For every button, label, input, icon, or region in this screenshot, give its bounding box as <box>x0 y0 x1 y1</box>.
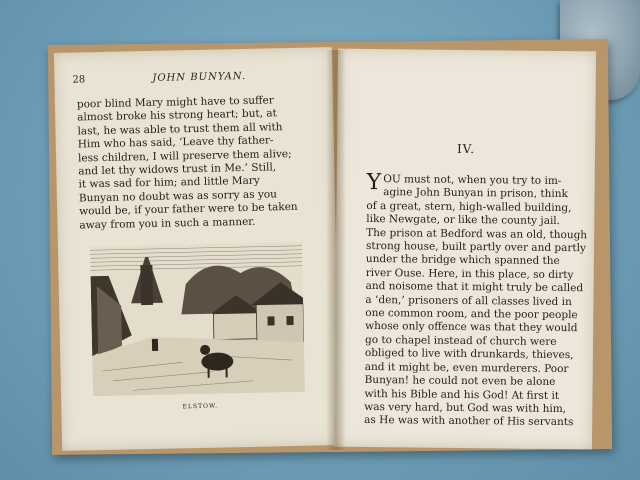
text-line: agine John Bunyan in prison, think <box>383 186 568 201</box>
text-line: The prison at Bedford was an old, though <box>366 226 588 241</box>
text-line: almost broke his strong heart; but, at <box>77 107 277 124</box>
text-line: poor blind Mary might have to suffer <box>76 94 274 111</box>
running-head <box>72 70 314 86</box>
book-title: JOHN BUNYAN. <box>152 70 247 84</box>
text-line: as He was with another of His servants <box>364 414 574 429</box>
left-page <box>54 47 340 451</box>
text-line: and noisome that it might truly be called <box>365 280 584 295</box>
text-line: a ‘den,’ prisoners of all classes lived in <box>365 293 572 308</box>
text-line: river Ouse. Here, in this place, so dirty <box>365 266 574 281</box>
chapter-heading: IV. <box>456 141 476 157</box>
text-line: and it might be, even murderers. Poor <box>364 360 569 375</box>
text-line: it was sad for him; and little Mary <box>78 175 260 191</box>
text-line: obliged to live with drunkards, thieves, <box>364 347 574 362</box>
right-page <box>334 49 596 450</box>
text-line: last, he was able to trust them all with <box>77 120 283 138</box>
text-line: whose only offence was that they would <box>365 320 578 335</box>
right-body-text <box>364 169 588 430</box>
text-line: one common room, and the poor people <box>365 307 578 322</box>
illustration-caption: ELSTOW. <box>182 402 219 411</box>
text-line: go to chapel instead of church were <box>364 333 557 348</box>
text-line: strong house, built partly over and partly <box>365 239 586 255</box>
text-line: like Newgate, or like the county jail. <box>366 213 561 228</box>
text-line: OU must not, when you try to im- <box>383 173 562 188</box>
text-line: Bunyan no doubt was as sorry as you <box>78 188 278 205</box>
text-line: Him who has said, ‘Leave thy father- <box>77 134 274 151</box>
text-line: would be, if your father were to be taken <box>79 201 298 218</box>
text-line: less children, I will preserve them alive; <box>77 147 292 165</box>
book-gutter <box>326 50 346 450</box>
text-line: and let thy widows trust in Me.’ Still, <box>78 161 277 178</box>
text-line: with his Bible and his God! At first it <box>364 387 560 402</box>
page-number: 28 <box>72 74 86 86</box>
text-line: away from you in such a manner. <box>79 215 256 232</box>
drop-cap: Y <box>366 169 382 196</box>
text-line: was very hard, but God was with him, <box>364 400 567 415</box>
text-line: Bunyan! he could not even be alone <box>364 374 556 389</box>
left-body-text <box>77 94 314 233</box>
text-line: of a great, stern, high-walled building, <box>366 199 572 214</box>
text-line: under the bridge which spanned the <box>365 253 560 268</box>
village-street-engraving <box>90 242 305 396</box>
